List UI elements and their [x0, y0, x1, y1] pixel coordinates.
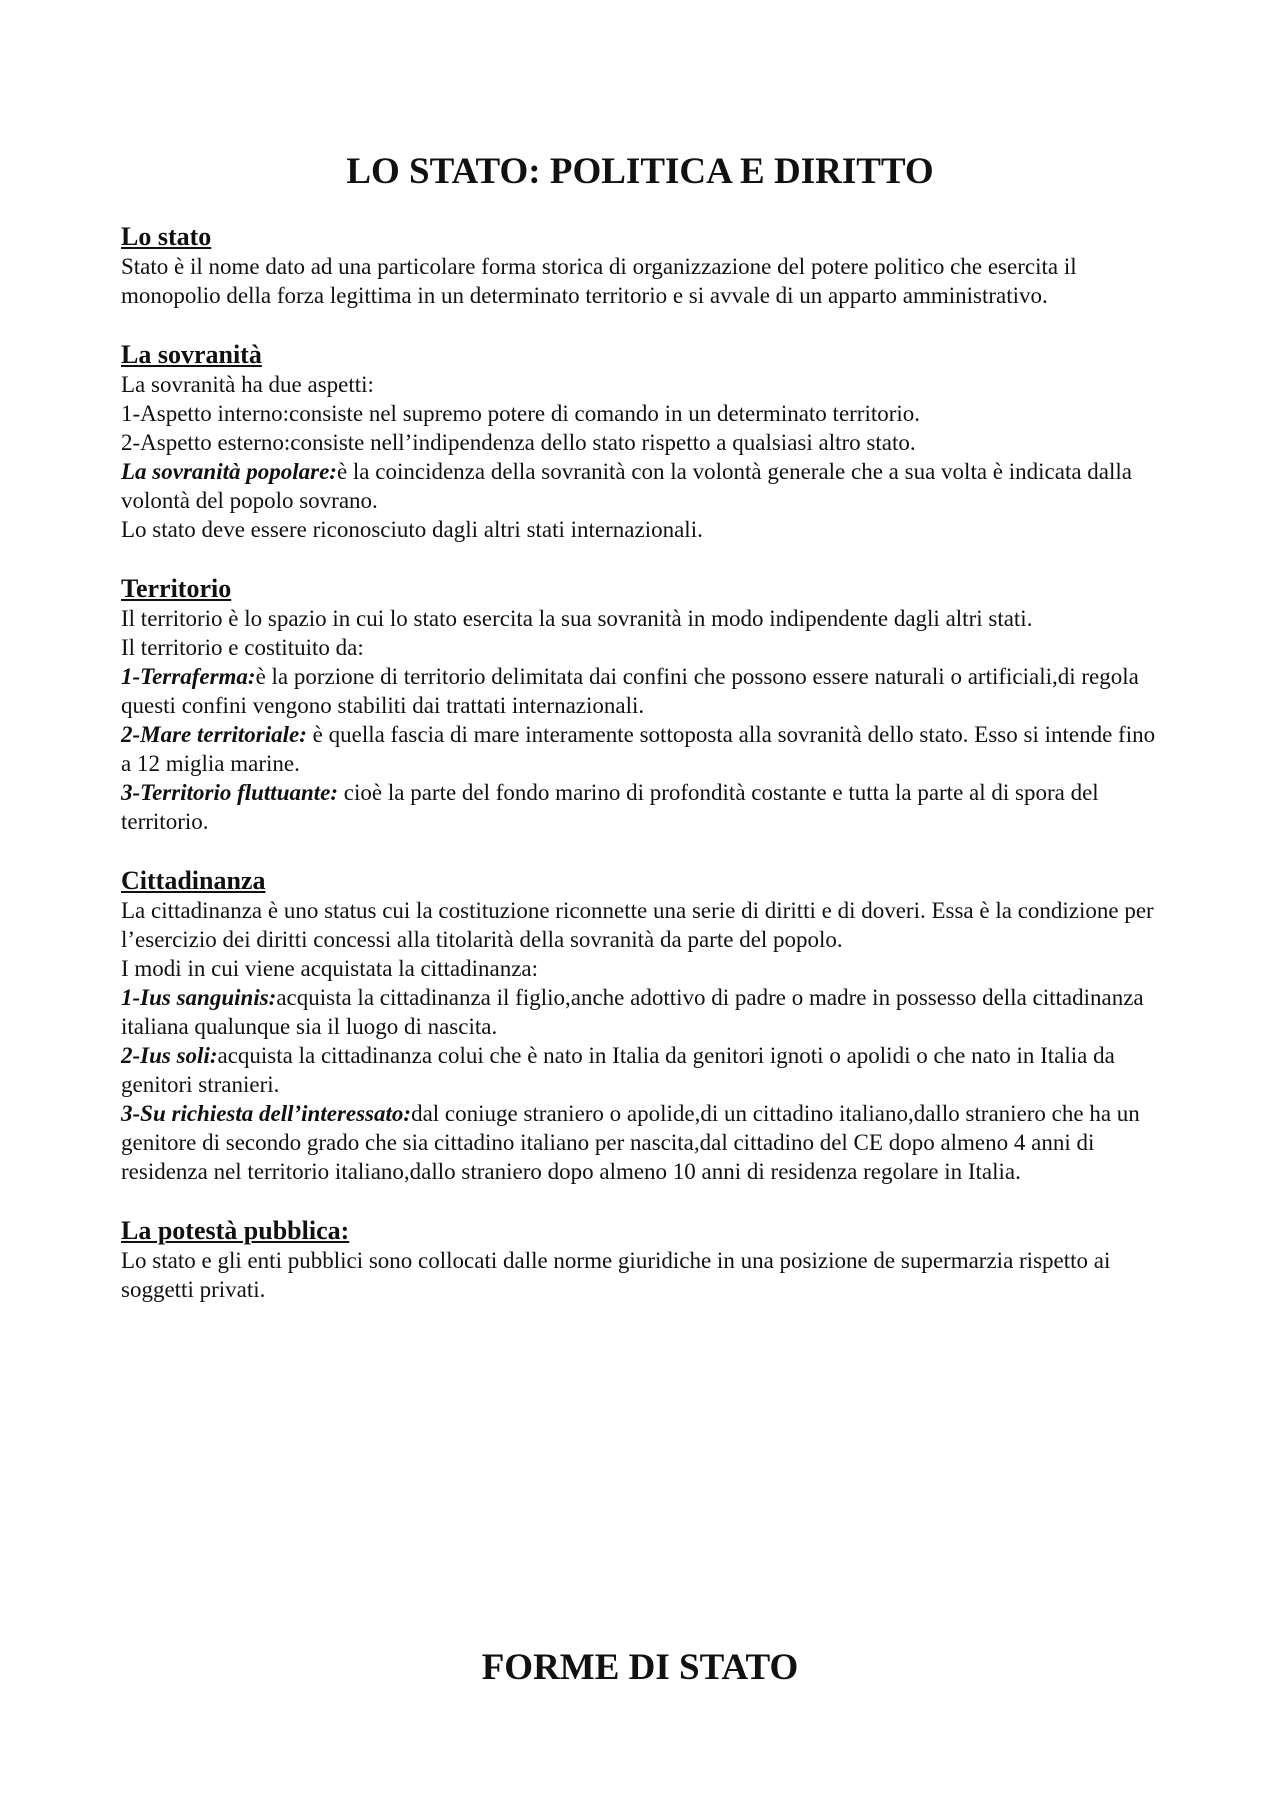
- item-text: dal coniuge straniero o apolide,di un cittadino italiano,dallo straniero che ha un genitore di secondo grado che sia cittadino italiano per nascita,dal cittadino del CE dopo almeno 4 anni di residenza nel territorio italiano,dallo straniero dopo almeno 10 anni di residenza regolare in Italia.: [121, 1101, 1140, 1184]
- paragraph: 1-Aspetto interno:consiste nel supremo potere di comando in un determinato territorio.: [121, 401, 921, 426]
- paragraph: I modi in cui viene acquistata la cittadinanza:: [121, 956, 539, 981]
- item-text: cioè la parte del fondo marino di profondità costante e tutta la parte al di spora del territorio.: [121, 780, 1099, 834]
- paragraph: Lo stato e gli enti pubblici sono collocati dalle norme giuridiche in una posizione de supermarzia rispetto ai soggetti privati.: [121, 1248, 1111, 1302]
- item-label: 2-Mare territoriale:: [121, 722, 307, 747]
- item-label: 2-Ius soli:: [121, 1043, 218, 1068]
- document-body: [121, 221, 1171, 1333]
- item-label: 1-Terraferma:: [121, 664, 256, 689]
- paragraph: La cittadinanza è uno status cui la costituzione riconnette una serie di diritti e di doveri. Essa è la condizione per l’esercizio dei diritti concessi alla titolarità della sovranità da parte del popolo.: [121, 898, 1154, 952]
- section-heading: Lo stato: [121, 222, 212, 251]
- term-text: è la coincidenza della sovranità con la volontà generale che a sua volta è indicata dalla volontà del popolo sovrano.: [121, 459, 1132, 513]
- paragraph: Stato è il nome dato ad una particolare forma storica di organizzazione del potere politico che esercita il monopolio della forza legittima in un determinato territorio e si avvale di un apparto amministrativo.: [121, 254, 1077, 308]
- item-label: 1-Ius sanguinis:: [121, 985, 277, 1010]
- list-item: [121, 1041, 1171, 1099]
- term-paragraph: [121, 457, 1171, 515]
- list-item: [121, 720, 1171, 778]
- paragraph: Il territorio e costituito da:: [121, 635, 364, 660]
- list-item: [121, 1099, 1171, 1186]
- section-lo-stato: [121, 221, 1171, 310]
- list-item: [121, 662, 1171, 720]
- item-text: è la porzione di territorio delimitata dai confini che possono essere naturali o artificiali,di regola questi confini vengono stabiliti dai trattati internazionali.: [121, 664, 1139, 718]
- item-text: acquista la cittadinanza colui che è nato in Italia da genitori ignoti o apolidi o che nato in Italia da genitori stranieri.: [121, 1043, 1115, 1097]
- bottom-title: FORME DI STATO: [481, 1647, 799, 1688]
- item-label: 3-Territorio fluttuante:: [121, 780, 339, 805]
- section-heading: Cittadinanza: [121, 866, 266, 895]
- section-territorio: [121, 573, 1171, 836]
- section-heading: La potestà pubblica:: [121, 1216, 350, 1245]
- item-text: acquista la cittadinanza il figlio,anche adottivo di padre o madre in possesso della cittadinanza italiana qualunque sia il luogo di nascita.: [121, 985, 1144, 1039]
- section-heading: La sovranità: [121, 340, 262, 369]
- term-label: La sovranità popolare:: [121, 459, 337, 484]
- paragraph: La sovranità ha due aspetti:: [121, 372, 374, 397]
- paragraph: 2-Aspetto esterno:consiste nell’indipendenza dello stato rispetto a qualsiasi altro stato.: [121, 430, 916, 455]
- paragraph: Lo stato deve essere riconosciuto dagli altri stati internazionali.: [121, 517, 703, 542]
- section-potesta-pubblica: [121, 1215, 1171, 1304]
- list-item: [121, 778, 1171, 836]
- list-item: [121, 983, 1171, 1041]
- section-sovranita: [121, 339, 1171, 544]
- item-text: è quella fascia di mare interamente sottoposta alla sovranità dello stato. Esso si intende fino a 12 miglia marine.: [121, 722, 1156, 776]
- page-title: LO STATO: POLITICA E DIRITTO: [346, 151, 934, 192]
- section-heading: Territorio: [121, 574, 232, 603]
- paragraph: Il territorio è lo spazio in cui lo stato esercita la sua sovranità in modo indipendente dagli altri stati.: [121, 606, 1033, 631]
- section-cittadinanza: [121, 865, 1171, 1186]
- item-label: 3-Su richiesta dell’interessato:: [121, 1101, 412, 1126]
